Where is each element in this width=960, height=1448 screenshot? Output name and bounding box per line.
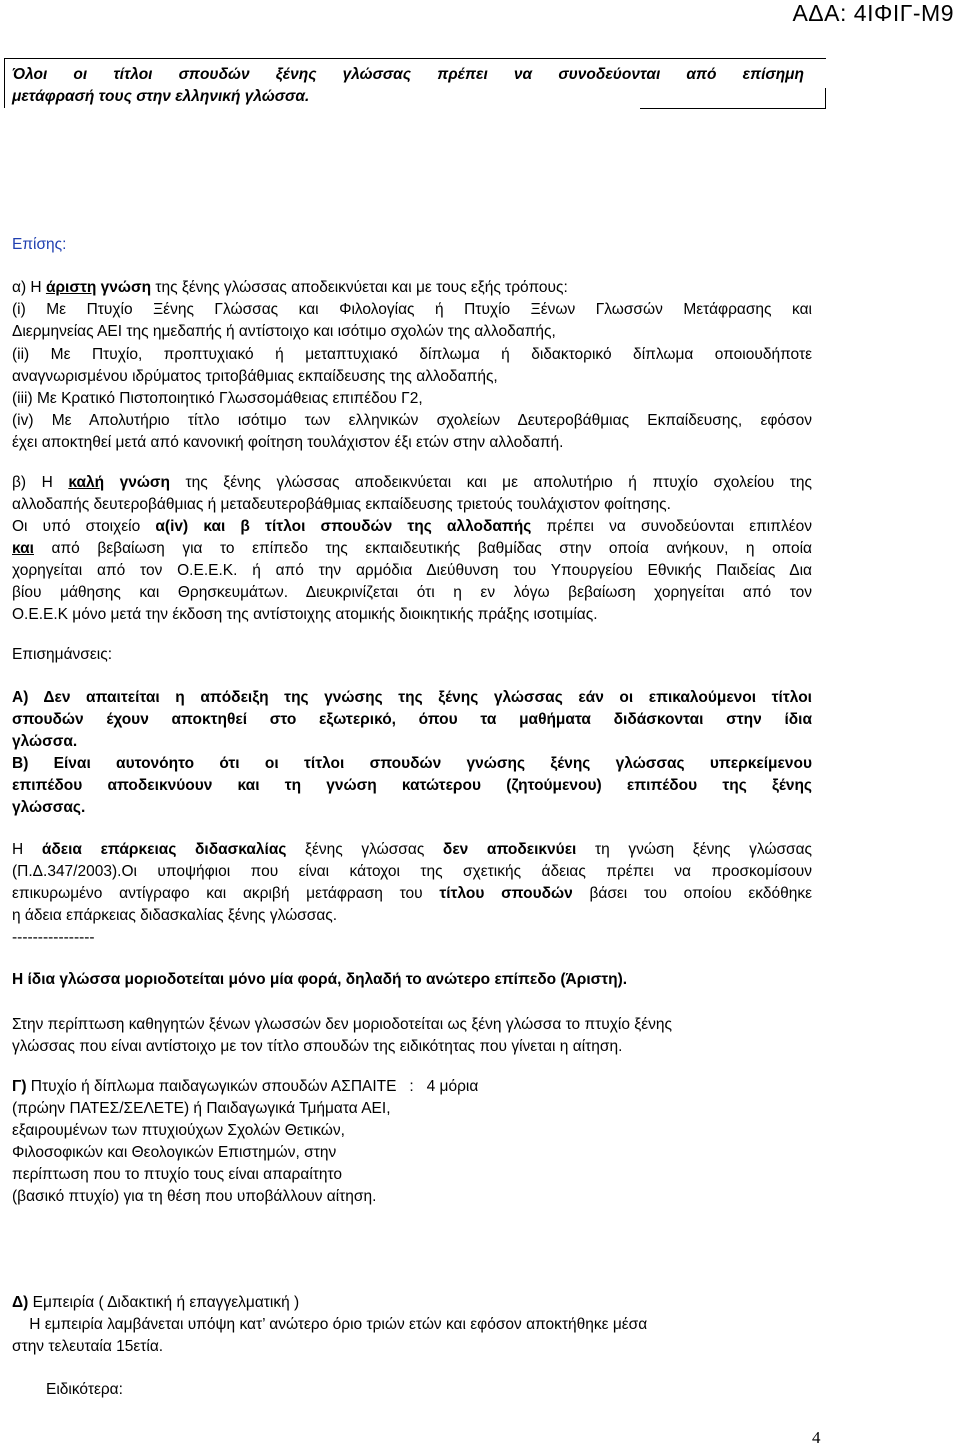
- dashes: ----------------: [12, 929, 95, 946]
- teaching-line-1: [12, 840, 812, 860]
- teaching-line-3: [12, 884, 812, 904]
- item-g-line-3: εξαιρουμένων των πτυχιούχων Σχολών Θετικών,: [12, 1122, 345, 1139]
- teaching-not-prove: δεν αποδεικνύει: [442, 841, 577, 858]
- excellent-iv-line-2: έχει αποκτηθεί μετά από κανονική φοίτηση τουλάχιστον έξι ετών στην αλλοδαπή.: [12, 434, 564, 451]
- good-line-2: αλλοδαπής δευτεροβάθμιας ή μεταδευτεροβάθμιας εκπαίδευσης τριετούς τουλάχιστον φοίτησης.: [12, 496, 671, 513]
- remark-a-line-3: γλώσσα.: [12, 733, 78, 750]
- remark-a-line-2: σπουδών έχουν αποκτηθεί στο εξωτερικό, όπου τα μαθήματα διδάσκονται στην ίδια: [12, 711, 812, 728]
- excellent-i-line-1: (i) Με Πτυχίο Ξένης Γλώσσας και Φιλολογίας ή Πτυχίο Ξένων Γλωσσών Μετάφρασης και: [12, 301, 812, 318]
- good-cond-bold: α(iv) και β τίτλοι σπουδών της αλλοδαπής: [155, 518, 532, 535]
- item-g-line-4: Φιλοσοφικών και Θεολογικών Επιστημών, στην: [12, 1144, 337, 1161]
- excellent-iii: (iii) Με Κρατικό Πιστοποιητικό Γλωσσομάθειας επιπέδου Γ2,: [12, 390, 423, 407]
- ada-code: ΑΔΑ: 4ΙΦΙΓ-Μ9: [792, 0, 954, 26]
- item-g-line-6: (βασικό πτυχίο) για τη θέση που υποβάλλουν αίτηση.: [12, 1188, 377, 1205]
- remark-b-line-3: γλώσσας.: [12, 799, 86, 816]
- good-intro: [12, 473, 812, 493]
- teaching-degree: τίτλου σπουδών: [439, 885, 573, 902]
- teaching-a: Η: [12, 841, 42, 858]
- good-cond-line-5: Ο.Ε.Ε.Κ μόνο μετά την έκδοση της αντίστοιχης ατομικής διοικητικής πράξης ισοτιμίας.: [12, 606, 598, 623]
- notice-line-2: μετάφρασή τους στην ελληνική γλώσσα.: [12, 88, 310, 105]
- item-d-label: Δ): [12, 1294, 29, 1311]
- good-rest: της ξένης γλώσσας αποδεικνύεται και με απολυτήριο ή πτυχίο σχολείου της: [170, 474, 813, 491]
- good-knowledge: γνώση: [104, 474, 171, 491]
- good-cond-line-1: [12, 517, 812, 537]
- notice-frame-top: [4, 58, 826, 59]
- teaching-line-4: η άδεια επάρκειας διδασκαλίας ξένης γλώσσας.: [12, 907, 338, 924]
- item-d-line-2: Η εμπειρία λαμβάνεται υπόψη κατ’ ανώτερο όριο τριών ετών και εφόσον αποκτήθηκε μέσα: [12, 1316, 648, 1333]
- item-d-title-text: Εμπειρία ( Διδακτική ή επαγγελματική ): [28, 1294, 300, 1311]
- excellent-keyword: άριστη: [45, 279, 97, 296]
- remark-a-line-1: Α) Δεν απαιτείται η απόδειξη της γνώσης της ξένης γλώσσας εάν οι επικαλούμενοι τίτλοι: [12, 689, 812, 706]
- excellent-ii-line-1: (ii) Με Πτυχίο, προπτυχιακό ή μεταπτυχιακό δίπλωμα ή διδακτορικό δίπλωμα οποιουδήποτε: [12, 346, 812, 363]
- good-cond-and: και: [12, 540, 34, 557]
- scoring-line-1: Στην περίπτωση καθηγητών ξένων γλωσσών δεν μοριοδοτείται ως ξένη γλώσσα το πτυχίο ξένης: [12, 1016, 672, 1033]
- also-heading: Επίσης:: [12, 236, 67, 253]
- good-cond-c: πρέπει να συνοδεύονται επιπλέον: [531, 518, 812, 535]
- notice-frame-right: [825, 88, 826, 108]
- teaching-l3-c: βάσει του οποίου εκδόθηκε: [572, 885, 813, 902]
- remarks-heading: Επισημάνσεις:: [12, 646, 113, 663]
- teaching-permit: άδεια επάρκειας διδασκαλίας: [41, 841, 287, 858]
- scoring-line-2: γλώσσας που είναι αντίστοιχο με τον τίτλο σπουδών της ειδικότητας που γίνεται η αίτηση.: [12, 1038, 623, 1055]
- excellent-rest: της ξένης γλώσσας αποδεικνύεται και με τους εξής τρόπους:: [151, 279, 568, 296]
- item-d-line-3: στην τελευταία 15ετία.: [12, 1338, 164, 1355]
- good-cond-rest: από βεβαίωση για το επίπεδο της εκπαιδευτικής βαθμίδας στην οποία ανήκουν, η οποία: [33, 540, 812, 557]
- scoring-bold: Η ίδια γλώσσα μοριοδοτείται μόνο μία φορά, δηλαδή το ανώτερο επίπεδο (Άριστη).: [12, 971, 628, 988]
- excellent-intro: [12, 278, 568, 298]
- teaching-c: ξένης γλώσσας: [286, 841, 443, 858]
- good-cond-line-2: [12, 539, 812, 559]
- excellent-prefix: α) Η: [12, 279, 46, 296]
- notice-line-1: Όλοι οι τίτλοι σπουδών ξένης γλώσσας πρέπει να συνοδεύονται από επίσημη: [12, 66, 804, 83]
- teaching-line-2: (Π.Δ.347/2003).Οι υποψήφιοι που είναι κάτοχοι της σχετικής άδειας πρέπει να προσκομίσουν: [12, 863, 812, 880]
- item-g-line-5: περίπτωση που το πτυχίο τους είναι απαραίτητο: [12, 1166, 343, 1183]
- good-cond-line-4: βίου μάθησης και Θρησκευμάτων. Διευκρινίζεται ότι η εν λόγω βεβαίωση χορηγείται από τον: [12, 584, 812, 601]
- teaching-l3-a: επικυρωμένο αντίγραφο και ακριβή μετάφραση του: [12, 885, 440, 902]
- item-g-line-2: (πρώην ΠΑΤΕΣ/ΣΕΛΕΤΕ) ή Παιδαγωγικά Τμήματα ΑΕΙ,: [12, 1100, 391, 1117]
- item-g-label: Γ): [12, 1078, 27, 1095]
- remark-b-line-1: Β) Είναι αυτονόητο ότι οι τίτλοι σπουδών γνώσης ξένης γλώσσας υπερκείμενου: [12, 755, 812, 772]
- excellent-iv-line-1: (iv) Με Απολυτήριο τίτλο ισότιμο των ελληνικών σχολείων Δευτεροβάθμιας Εκπαίδευσης, εφόσον: [12, 412, 812, 429]
- item-g-text: Πτυχίο ή δίπλωμα παιδαγωγικών σπουδών ΑΣΠΑΙΤΕ : 4 μόρια: [26, 1078, 479, 1095]
- excellent-i-line-2: Διερμηνείας ΑΕΙ της ημεδαπής ή αντίστοιχο και ισότιμο σχολών της αλλοδαπής,: [12, 323, 556, 340]
- page-number: 4: [812, 1428, 821, 1447]
- notice-frame-left: [4, 58, 5, 108]
- excellent-ii-line-2: αναγνωρισμένου ιδρύματος τριτοβάθμιας εκπαίδευσης της αλλοδαπής,: [12, 368, 498, 385]
- teaching-e: τη γνώση ξένης γλώσσας: [576, 841, 813, 858]
- good-prefix: β) Η: [12, 474, 69, 491]
- item-d-specifically: Ειδικότερα:: [46, 1381, 123, 1398]
- good-keyword: καλή: [68, 474, 105, 491]
- good-cond-a: Οι υπό στοιχείο: [12, 518, 156, 535]
- remark-b-line-2: επιπέδου αποδεικνύουν και τη γνώση κατώτερου (ζητούμενου) επιπέδου της ξένης: [12, 777, 812, 794]
- item-g-line-1: [12, 1077, 478, 1097]
- item-d-title: [12, 1293, 299, 1313]
- good-cond-line-3: χορηγείται από τον Ο.Ε.Ε.Κ. ή από την αρμόδια Διεύθυνση του Υπουργείου Εθνικής Παιδείας Δια: [12, 562, 812, 579]
- excellent-knowledge: γνώση: [96, 279, 152, 296]
- notice-frame-bottom: [640, 108, 826, 109]
